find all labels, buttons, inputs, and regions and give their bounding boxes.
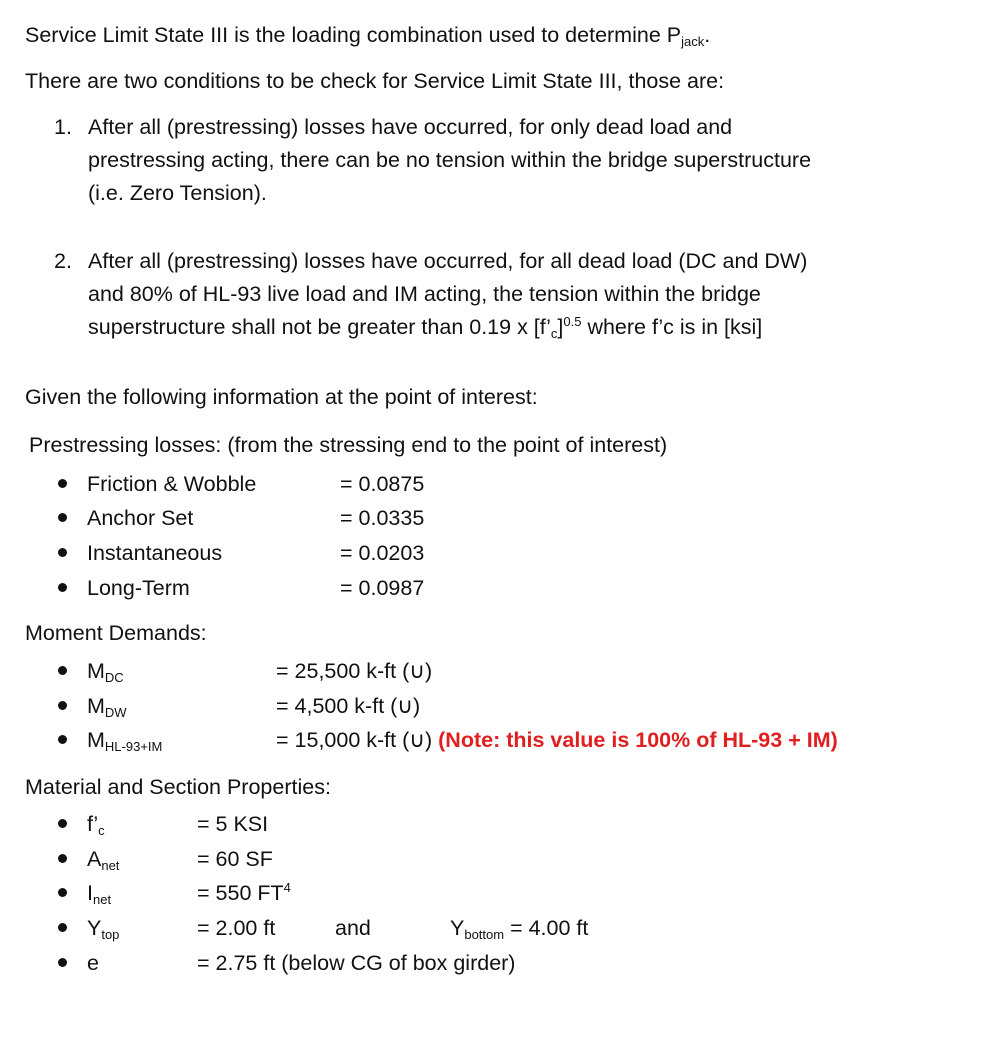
loss-item: Long-Term = 0.0987 bbox=[58, 575, 190, 603]
condition-1 bbox=[54, 114, 984, 208]
moment-item: $M_{DW}$ = 4,500 k-ft (∪) bbox=[58, 693, 127, 721]
condition-number: 1. bbox=[54, 115, 72, 139]
losses-heading: Prestressing losses: (from the stressing end to the point of interest) bbox=[29, 433, 668, 457]
condition-text: After all (prestressing) losses have occurred, for all dead load (DC and DW) and 80% of HL-93 live load and IM acting, the tension within the bridge superstructure shall not be greater than 0.19 x $[f’_c]^{0.5}$ where f’c is in [ksi] bbox=[88, 249, 808, 341]
given-heading: Given the following information at the point of interest: bbox=[25, 385, 538, 409]
intro-line-1: Service Limit State III is the loading combination used to determine $P_{jack}$. bbox=[25, 23, 711, 49]
condition-text: After all (prestressing) losses have occurred, for only dead load and prestressing acting, there can be no tension within the bridge superstructure (i.e. Zero Tension). bbox=[88, 115, 812, 205]
material-item: $Y_{top}$ = 2.00 ft and $Y_{bottom} = 4.00$ ft bbox=[58, 915, 119, 943]
moment-item: $M_{DC}$ = 25,500 k-ft (∪) bbox=[58, 658, 124, 686]
intro-line-2: There are two conditions to be check for Service Limit State III, those are: bbox=[25, 69, 725, 93]
loss-item: Instantaneous = 0.0203 bbox=[58, 540, 222, 568]
moments-heading: Moment Demands: bbox=[25, 621, 207, 645]
loss-item: Friction & Wobble = 0.0875 bbox=[58, 471, 256, 499]
material-item: $I_{net}$ = 550 $FT^4$ bbox=[58, 880, 111, 908]
material-item: $A_{net}$ = 60 SF bbox=[58, 846, 119, 874]
condition-number: 2. bbox=[54, 249, 72, 273]
moment-item: $M_{HL-93+IM}$ = 15,000 k-ft (∪) (Note: this value is 100% of HL-93 + IM) bbox=[58, 727, 162, 755]
material-item: e = 2.75 ft (below CG of box girder) bbox=[58, 950, 99, 978]
condition-2 bbox=[54, 248, 984, 342]
material-item: $f’_c$ = 5 KSI bbox=[58, 811, 105, 839]
material-heading: Material and Section Properties: bbox=[25, 775, 331, 799]
note-text: (Note: this value is 100% of HL-93 + IM) bbox=[438, 728, 838, 752]
loss-item: Anchor Set = 0.0335 bbox=[58, 505, 193, 533]
